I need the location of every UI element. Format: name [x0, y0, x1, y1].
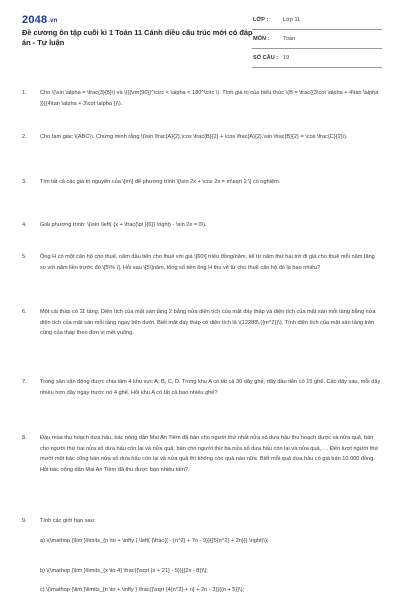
question-1 — [22, 88, 382, 109]
question-text: Đầu mùa thu hoạch dưa hấu, bác nông dân Mai An Tiêm đã bán cho người thứ nhất nửa số dưa hấu thu hoạch được và nửa quả, bán cho người thứ hai nửa số dưa hấu còn lại và nửa quả, bán cho người thứ ba nửa số dưa hấu còn lại và nửa quả, … Đến lượt người thứ mười một bác cũng bán nửa số dưa hấu còn lại và nửa quả thì không còn quả nào nữa. Biết mỗi quả dưa hấu có giá bán 10.000 đồng. Hỏi bác nông dân Mai An Tiêm đã thu được bao nhiêu tiền? — [40, 435, 379, 473]
question-text: Tính các giới hạn sau: — [40, 518, 96, 524]
document-header — [0, 0, 400, 70]
question-number: 1. — [22, 90, 27, 96]
question-number: 9. — [22, 518, 27, 524]
meta-label: SỐ CÂU : — [253, 55, 279, 61]
question-text: Giải phương trình: \(\sin \left( {x + \frac{\pi }{6}} \right) - \sin 2x = 0\). — [40, 222, 207, 228]
question-4 — [22, 220, 382, 231]
question-text: Cho \(\sin \alpha = \frac{3}{5}\) và \({{\rm{90}}^\circ < \alpha < 180^\circ \). Tính giá trị của biểu thức \(B = \frac{{3\cot \alpha + 4\tan \alpha }}{{4\tan \alpha + 3\cot \alpha }}\). — [40, 90, 379, 107]
question-9 — [22, 516, 382, 527]
question-number: 7. — [22, 379, 27, 385]
meta-value: Lớp 11 — [283, 17, 301, 23]
meta-label: MÔN : — [253, 36, 270, 42]
question-8 — [22, 433, 382, 475]
question-2 — [22, 132, 382, 143]
question-5 — [22, 252, 382, 273]
question-number: 5. — [22, 254, 27, 260]
question-number: 8. — [22, 435, 27, 441]
meta-value: Toán — [283, 36, 296, 42]
question-3 — [22, 177, 382, 188]
question-number: 2. — [22, 134, 27, 140]
document-title: Đề cương ôn tập cuối kì 1 Toán 11 Cánh diều cấu trúc mới có đáp án - Tự luận — [22, 28, 253, 47]
question-text: Ông H có một căn hộ cho thuê, năm đầu tiên cho thuê với giá \[60\] triệu đồng/năm, kể từ năm thứ hai trở đi giá cho thuê mỗi năm tăng so với năm liền trước đó \[5\% \]. Hỏi sau \[5\]năm, tổng số tiền ông H thu về từ cho thuê căn hộ đó là bao nhiêu? — [40, 254, 375, 271]
meta-label: LỚP : — [253, 17, 269, 23]
document-meta — [252, 13, 382, 70]
question-number: 4. — [22, 222, 27, 228]
question-text: Một cái tháp có 11 tầng. Diện tích của mặt sàn tầng 2 bằng nửa diện tích của mặt đáy tháp và diện tích của mặt sàn mỗi tầng bằng nửa diện tích của mặt sàn mỗi tầng ngay bên dưới. Biết mặt đáy tháp có diện tích là \(12288\,({m^2})\). Tính diện tích của mặt sàn tầng trên cùng của tháp theo đơn vị mét vuông. — [40, 309, 376, 337]
question-9-part-b: b) \(\mathop {\lim }\limits_{x \to 4} \frac{{\sqrt {x + 21} - 5}}{{2x - 8}}\]; — [40, 568, 208, 574]
meta-row-subject — [252, 32, 382, 49]
question-9-part-c: c) \(\mathop {\lim }\limits_{n \to + \infty } \frac{{\sqrt {4{n^2} + n} + 2n - 3}}{{n + 5}}\); — [40, 587, 245, 593]
site-logo[interactable] — [22, 14, 58, 26]
meta-row-class — [252, 13, 382, 30]
question-6 — [22, 307, 382, 339]
meta-row-question-count — [252, 51, 382, 68]
question-number: 3. — [22, 179, 27, 185]
question-7 — [22, 377, 382, 398]
logo-tld: .vn — [48, 18, 58, 24]
question-9-part-a: a) \(\mathop {\lim }\limits_{n \to + \infty } \left( {\frac{{ - {n^2} + 7n - 9}}{{5{n^2} + 2n}}} \right)\); — [40, 538, 269, 544]
logo-main: 2048 — [22, 14, 48, 26]
question-text: Tìm tất cả các giá trị nguyên của \[m\] để phương trình \[\sin 2x + \cos 2x = m\sqrt 2 \] có nghiệm. — [40, 179, 281, 185]
question-text: Cho tam giác \(ABC\). Chứng minh rằng \(\sin \frac{A}{2}.\cos \frac{B}{2} + \cos \frac{A}{2}.\sin \frac{B}{2} = \cos \frac{C}{2}\). — [40, 134, 348, 140]
meta-value: 19 — [283, 55, 290, 61]
question-number: 6. — [22, 309, 27, 315]
question-text: Trong sân vận động được chia làm 4 khu vực A, B, C, D. Trong khu A có tất cả 30 dãy ghế, dãy đầu tiên có 15 ghế. Các dãy sau, mỗi dãy nhiều hơn dãy ngay trước nó 4 ghế. Hỏi khu A có tất cả bao nhiêu ghế? — [40, 379, 381, 396]
